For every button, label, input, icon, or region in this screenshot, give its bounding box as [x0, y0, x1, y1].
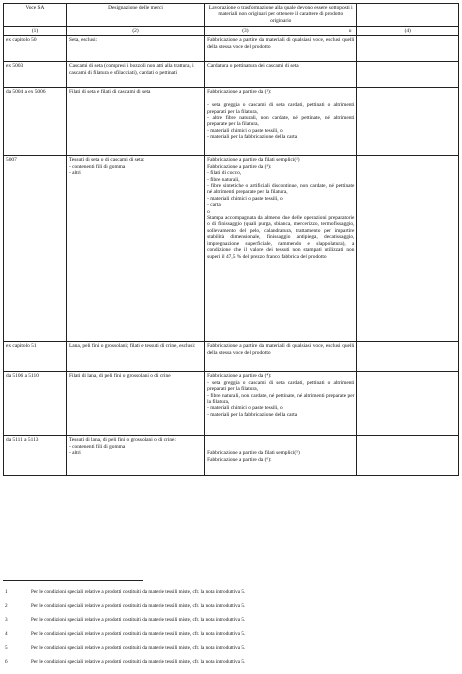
header-row — [4, 4, 459, 27]
column-number-4: (4) — [357, 27, 459, 36]
description-line: - altri — [68, 450, 81, 457]
footnote-text: Per le condizioni speciali relative a prodotti costituiti da materie tessili miste, cfr. la nota introduttiva 5. — [31, 617, 246, 623]
rule-line: o — [207, 208, 210, 215]
rule-line: - materiali per la fabbricazione della carta — [207, 411, 298, 418]
footnote-text: Per le condizioni speciali relative a prodotti costituiti da materie tessili miste, cfr. la nota introduttiva 5. — [31, 589, 246, 595]
row-description — [66, 156, 204, 342]
rule-line: - fibre naturali, non cardate, né pettinate, né altrimenti preparate per la filatura, — [207, 392, 355, 406]
row-rule — [205, 36, 357, 62]
description-line: Filati di seta e filati di cascami di seta — [68, 89, 151, 96]
row-alt-rule — [357, 342, 459, 372]
column-number-3-label: (3) — [242, 28, 249, 34]
rule-line: - carta — [207, 202, 221, 209]
row-rule — [205, 372, 357, 436]
description-line: - contenenti fili di gomma — [68, 163, 126, 170]
description-line: Lana, peli fini o grossolani; filati e tessuti di crine, esclusi: — [68, 343, 196, 350]
description-line: Filati di lana, di peli fini o grossolani o di crine — [68, 373, 171, 380]
rule-line: - altre fibre naturali, non cardate, né pettinate, né altrimenti preparate per la filatura, — [207, 115, 355, 128]
row-rule — [205, 156, 357, 342]
rule-line: Fabbricazione a partire da (⁶): — [207, 456, 272, 463]
row-code: ex capitolo 51 — [4, 342, 67, 372]
description-line: - altri — [68, 170, 81, 177]
footnote — [5, 617, 245, 623]
rule-line: - materiali chimici o paste tessili, o — [207, 127, 283, 134]
rule-line: Fabbricazione a partire da (¹): — [207, 89, 272, 96]
column-number-1: (1) — [4, 27, 67, 36]
table-row — [4, 342, 459, 372]
row-rule — [205, 62, 357, 88]
row-rule — [205, 436, 357, 476]
footnote-number: 1 — [5, 589, 8, 595]
row-description — [66, 88, 204, 156]
footnote-number: 2 — [5, 603, 8, 609]
row-description — [66, 62, 204, 88]
footnote-text: Per le condizioni speciali relative a prodotti costituiti da materie tessili miste, cfr. la nota introduttiva 5. — [31, 659, 246, 665]
row-code: da 5111 a 5113 — [4, 436, 67, 476]
description-line: Tessuti di lana, di peli fini o grossolani o di crine: — [68, 437, 176, 444]
rule-line: Cardatura o pettinatura dei cascami di seta — [207, 63, 299, 70]
footnote-text: Per le condizioni speciali relative a prodotti costituiti da materie tessili miste, cfr. la nota introduttiva 5. — [31, 631, 246, 637]
row-code: da 5004 a ex 5006 — [4, 88, 67, 156]
header-lavorazione: Lavorazione o trasformazione alla quale devono essere sottoposti i materiali non originari per ottenere il carattere di prodotto originario — [205, 4, 357, 27]
rules-table — [3, 3, 459, 476]
footnote-text: Per le condizioni speciali relative a prodotti costituiti da materie tessili miste, cfr. la nota introduttiva 5. — [31, 603, 246, 609]
rule-line: Fabbricazione a partire da (⁴): — [207, 373, 272, 380]
row-description — [66, 436, 204, 476]
footnote-separator — [3, 580, 143, 581]
row-rule — [205, 88, 357, 156]
row-description — [66, 372, 204, 436]
row-description — [66, 342, 204, 372]
row-alt-rule — [357, 36, 459, 62]
row-rule — [205, 342, 357, 372]
footnote — [5, 589, 245, 595]
rule-line: Fabbricazione a partire da filati semplici(⁵) — [207, 450, 300, 457]
rule-line: - fibre sintetiche o artificiali discontinue, non cardate, né pettinate né altrimenti preparate per la filatura, — [207, 183, 355, 196]
rule-line: Fabbricazione a partire da materiali di qualsiasi voce, esclusi quelli della stessa voce del prodotto — [207, 343, 355, 356]
column-number-2: (2) — [66, 27, 204, 36]
table-row — [4, 156, 459, 342]
description-line: - contenenti fili di gomma — [68, 443, 126, 450]
row-alt-rule — [357, 88, 459, 156]
row-code: ex 5003 — [4, 62, 67, 88]
header-voce-sa: Voce SA — [4, 4, 67, 27]
row-alt-rule — [357, 156, 459, 342]
header-col4 — [357, 4, 459, 27]
table-row — [4, 36, 459, 62]
footnote — [5, 659, 245, 665]
description-line: Cascami di seta (compresi i bozzoli non atti alla trattura, i cascami di filatura e sfilacciati), cardati o pettinati — [68, 63, 194, 76]
table-row — [4, 88, 459, 156]
column-number-or: o — [348, 28, 352, 34]
rule-line: Fabbricazione a partire da filati semplici(²) — [207, 157, 300, 164]
footnote-number: 3 — [5, 617, 8, 623]
rule-line: - materiali chimici o paste tessili, o — [207, 195, 283, 202]
rule-line: Fabbricazione a partire da materiali di qualsiasi voce, esclusi quelli della stessa voce del prodotto — [207, 37, 355, 50]
footnote-text: Per le condizioni speciali relative a prodotti costituiti da materie tessili miste, cfr. la nota introduttiva 5. — [31, 645, 246, 651]
rule-line: - seta greggia o cascami di seta cardati, pettinati o altrimenti preparati per la filatura, — [207, 379, 355, 393]
description-line: Seta, esclusi: — [68, 37, 98, 44]
footnote-number: 4 — [5, 631, 8, 637]
rule-line: Fabbricazione a partire da (³): — [207, 163, 272, 170]
row-code: ex capitolo 50 — [4, 36, 67, 62]
rule-line: - materiali per la fabbricazione della carta — [207, 134, 298, 141]
column-number-row — [4, 27, 459, 36]
footnote-number: 5 — [5, 645, 8, 651]
table-row — [4, 372, 459, 436]
row-description — [66, 36, 204, 62]
footnote — [5, 645, 245, 651]
header-designazione: Designazione delle merci — [66, 4, 204, 27]
row-code: 5007 — [4, 156, 67, 342]
footnote — [5, 603, 245, 609]
description-line: Tessuti di seta o di cascami di seta: — [68, 157, 145, 164]
row-alt-rule — [357, 436, 459, 476]
rule-line: - seta greggia o cascami di seta cardati, pettinati o altrimenti preparati per la filatura, — [207, 102, 355, 115]
footnote — [5, 631, 245, 637]
row-code: da 5106 a 5110 — [4, 372, 67, 436]
table-row — [4, 62, 459, 88]
rule-line: Stampa accompagnata da almeno due delle operazioni preparatorie o di finissaggio (quali purga, sbianca, mercerizzo, termofissaggio, sollevamento del pelo, calandratura, trattamento per impartire stabilità dimensionale, finissaggio antipiega, decatissaggio, impregnazione superficiale, rammendo e slappolatura), a condizione che il valore dei tessuti non stampati utilizzati non superi il 47,5 % del prezzo franco fabbrica del prodotto — [207, 215, 355, 260]
row-alt-rule — [357, 372, 459, 436]
rule-line: - materiali chimici o paste tessili, o — [207, 405, 283, 412]
row-alt-rule — [357, 62, 459, 88]
rule-line: - filati di cocco, — [207, 170, 242, 177]
rule-line: - fibre naturali, — [207, 176, 240, 183]
table-row — [4, 436, 459, 476]
column-number-3 — [205, 27, 357, 36]
footnote-number: 6 — [5, 659, 8, 665]
